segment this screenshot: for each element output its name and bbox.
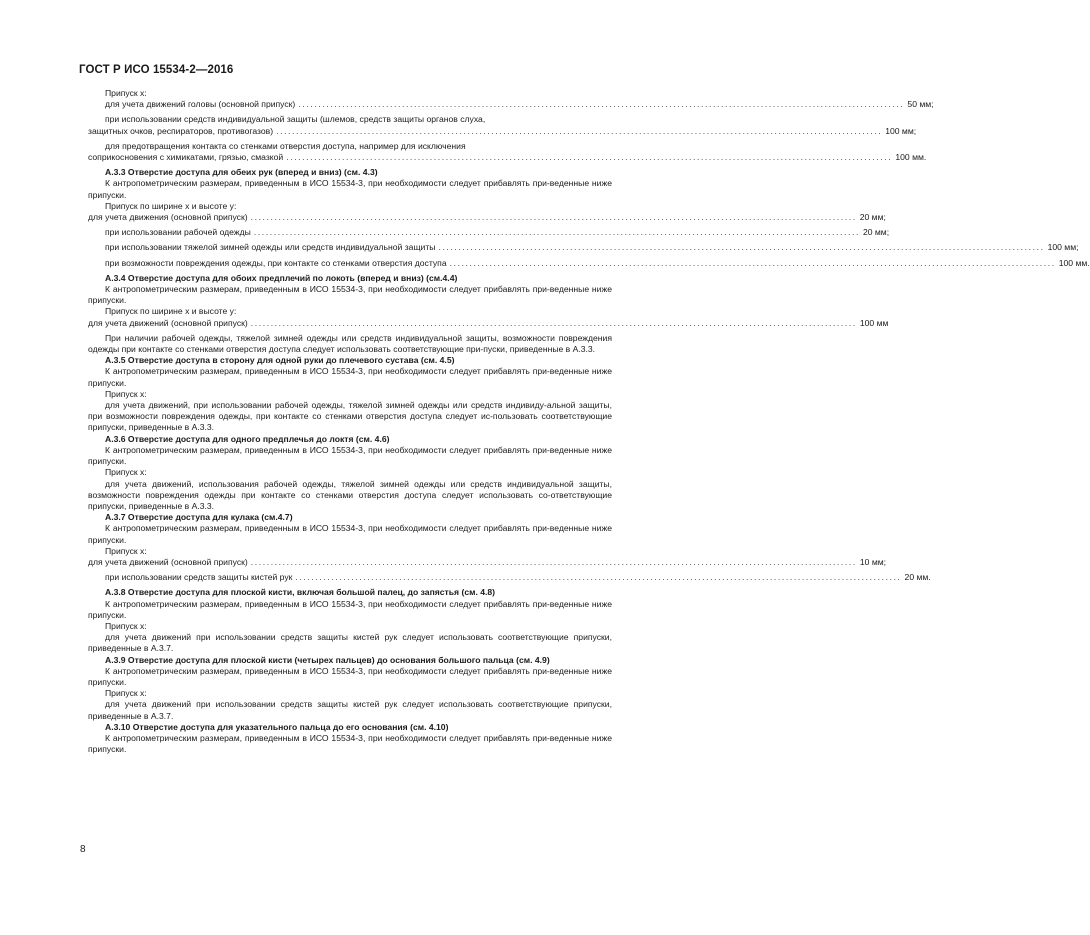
allowance-label: Припуск x: (105, 88, 147, 98)
body-paragraph: При наличии рабочей одежды, тяжелой зимней одежды или средств индивидуальной защиты, возможности повреждения одежды при контакте со стенками отверстия доступа следует использовать соответствующие при-пуски, приведенные в А.3.3. (88, 332, 612, 355)
dot-leader: ........................................................................................................................................................ (250, 317, 857, 328)
allowance-row-label: для учета движения (основной припуск) (88, 212, 248, 223)
dot-leader: ........................................................................................................................................................ (298, 99, 905, 110)
intro-paragraph: К антропометрическим размерам, приведенным в ИСО 15534-3, при необходимости следует прибавлять при-веденные ниже припуски. (88, 178, 612, 200)
allowance-row-value: 20 мм. (904, 572, 931, 583)
allowance-row-value: 20 мм; (862, 227, 890, 238)
allowance-row-label: соприкосновения с химикатами, грязью, смазкой (88, 152, 284, 163)
allowance-row-text: для предотвращения контакта со стенками отверстия доступа, например для исключения (105, 140, 466, 151)
allowance-row (88, 212, 886, 223)
allowance-row-text: при использовании средств индивидуальной защиты (шлемов, средств защиты органов слуха, (105, 114, 486, 125)
allowance-row (88, 125, 917, 137)
allowance-row-label: защитных очков, респираторов, противогазов) (88, 125, 274, 136)
allowance-label: Припуск x: (105, 388, 147, 399)
section-heading-a38: А.3.8 Отверстие доступа для плоской кисти, включая большой палец, до запястья (см. 4.8) (105, 587, 496, 598)
allowance-row-value: 100 мм. (1058, 257, 1090, 268)
intro-paragraph: К антропометрическим размерам, приведенным в ИСО 15534-3, при необходимости следует прибавлять при-веденные ниже припуски. (88, 284, 612, 306)
allowance-label: Припуск по ширине x и высоте y: (105, 306, 237, 317)
allowance-row (88, 99, 934, 110)
allowance-row-label: при возможности повреждения одежды, при контакте со стенками отверстия доступа (105, 257, 447, 268)
dot-leader: ........................................................................................................................................................ (253, 227, 860, 238)
allowance-row-value: 100 мм; (885, 125, 917, 136)
allowance-row (88, 152, 927, 163)
allowance-row (88, 556, 887, 568)
allowance-row (88, 257, 1090, 269)
allowance-row-label: при использовании средств защиты кистей рук (105, 572, 293, 583)
allowance-label: Припуск x: (105, 620, 147, 631)
intro-paragraph: К антропометрическим размерам, приведенным в ИСО 15534-3, при необходимости следует прибавлять при-веденные ниже припуски. (88, 444, 612, 467)
allowance-label: Припуск x: (105, 545, 147, 556)
allowance-label: Припуск x: (105, 467, 147, 478)
allowance-row-value: 100 мм; (1047, 242, 1079, 253)
section-heading-a36: А.3.6 Отверстие доступа для одного предплечья до локтя (см. 4.6) (105, 433, 390, 444)
dot-leader: ........................................................................................................................................................ (276, 125, 883, 136)
page-content (88, 88, 1090, 755)
section-heading-a39: А.3.9 Отверстие доступа для плоской кисти (четырех пальцев) до основания большого пальца (см. 4.9) (105, 654, 550, 665)
allowance-label: Припуск по ширине x и высоте y: (105, 200, 237, 211)
section-heading-a35: А.3.5 Отверстие доступа в сторону для одной руки до плечевого сустава (см. 4.5) (105, 355, 455, 366)
body-paragraph: для учета движений, использования рабочей одежды, тяжелой зимней одежды или средств индивидуальной защиты, возможности повреждения одежды при контакте со стенками отверстия доступа следует использовать со-ответствующие припуски, приведенные в А.3.3. (88, 478, 612, 511)
section-heading-a310: А.3.10 Отверстие доступа для указательного пальца до его основания (см. 4.10) (105, 721, 449, 732)
allowance-row-label: при использовании тяжелой зимней одежды или средств индивидуальной защиты (105, 242, 436, 253)
allowance-row-value: 100 мм (859, 317, 889, 328)
body-paragraph: для учета движений при использовании средств защиты кистей рук следует использовать соответствующие припуски, приведенные в А.3.7. (88, 699, 612, 721)
allowance-row (88, 317, 889, 329)
section-heading-a33: А.3.3 Отверстие доступа для обеих рук (вперед и вниз) (см. 4.3) (105, 167, 378, 178)
dot-leader: ........................................................................................................................................................ (438, 242, 1045, 253)
body-paragraph: для учета движений, при использовании рабочей одежды, тяжелой зимней одежды или средств индивиду-альной защиты, при возможности повреждения одежды, при контакте со стенками отверстия доступа следует ис-пользовать соответствующие припуски, приведенные в А.3.3. (88, 400, 612, 433)
document-header: ГОСТ Р ИСО 15534-2—2016 (79, 64, 234, 76)
allowance-row-value: 20 мм; (859, 212, 886, 223)
intro-paragraph: К антропометрическим размерам, приведенным в ИСО 15534-3, при необходимости следует прибавлять при-веденные ниже припуски. (88, 732, 612, 755)
allowance-row (88, 572, 931, 583)
allowance-row (88, 227, 890, 238)
body-paragraph: для учета движений при использовании средств защиты кистей рук следует использовать соответствующие припуски, приведенные в А.3.7. (88, 632, 612, 654)
allowance-row (88, 242, 1079, 253)
allowance-label: Припуск x: (105, 688, 147, 699)
dot-leader: ........................................................................................................................................................ (250, 212, 857, 223)
allowance-row-value: 10 мм; (859, 556, 887, 567)
allowance-row-label: для учета движений головы (основной припуск) (105, 99, 296, 110)
section-heading-a37: А.3.7 Отверстие доступа для кулака (см.4.7) (105, 512, 293, 523)
allowance-row-label: при использовании рабочей одежды (105, 227, 251, 238)
dot-leader: ........................................................................................................................................................ (449, 257, 1056, 268)
intro-paragraph: К антропометрическим размерам, приведенным в ИСО 15534-3, при необходимости следует прибавлять при-веденные ниже припуски. (88, 523, 612, 545)
intro-paragraph: К антропометрическим размерам, приведенным в ИСО 15534-3, при необходимости следует прибавлять при-веденные ниже припуски. (88, 665, 612, 687)
dot-leader: ........................................................................................................................................................ (295, 572, 902, 583)
dot-leader: ........................................................................................................................................................ (286, 152, 893, 163)
section-heading-a34: А.3.4 Отверстие доступа для обоих предплечий по локоть (вперед и вниз) (см.4.4) (105, 272, 458, 283)
intro-paragraph: К антропометрическим размерам, приведенным в ИСО 15534-3, при необходимости следует прибавлять при-веденные ниже припуски. (88, 598, 612, 620)
allowance-row-label: для учета движений (основной припуск) (88, 317, 248, 328)
dot-leader: ........................................................................................................................................................ (250, 556, 857, 567)
intro-paragraph: К антропометрическим размерам, приведенным в ИСО 15534-3, при необходимости следует прибавлять при-веденные ниже припуски. (88, 366, 612, 388)
allowance-row-value: 50 мм; (907, 99, 934, 110)
allowance-row-value: 100 мм. (895, 152, 927, 163)
allowance-row-label: для учета движений (основной припуск) (88, 556, 248, 567)
page-number: 8 (80, 844, 86, 855)
